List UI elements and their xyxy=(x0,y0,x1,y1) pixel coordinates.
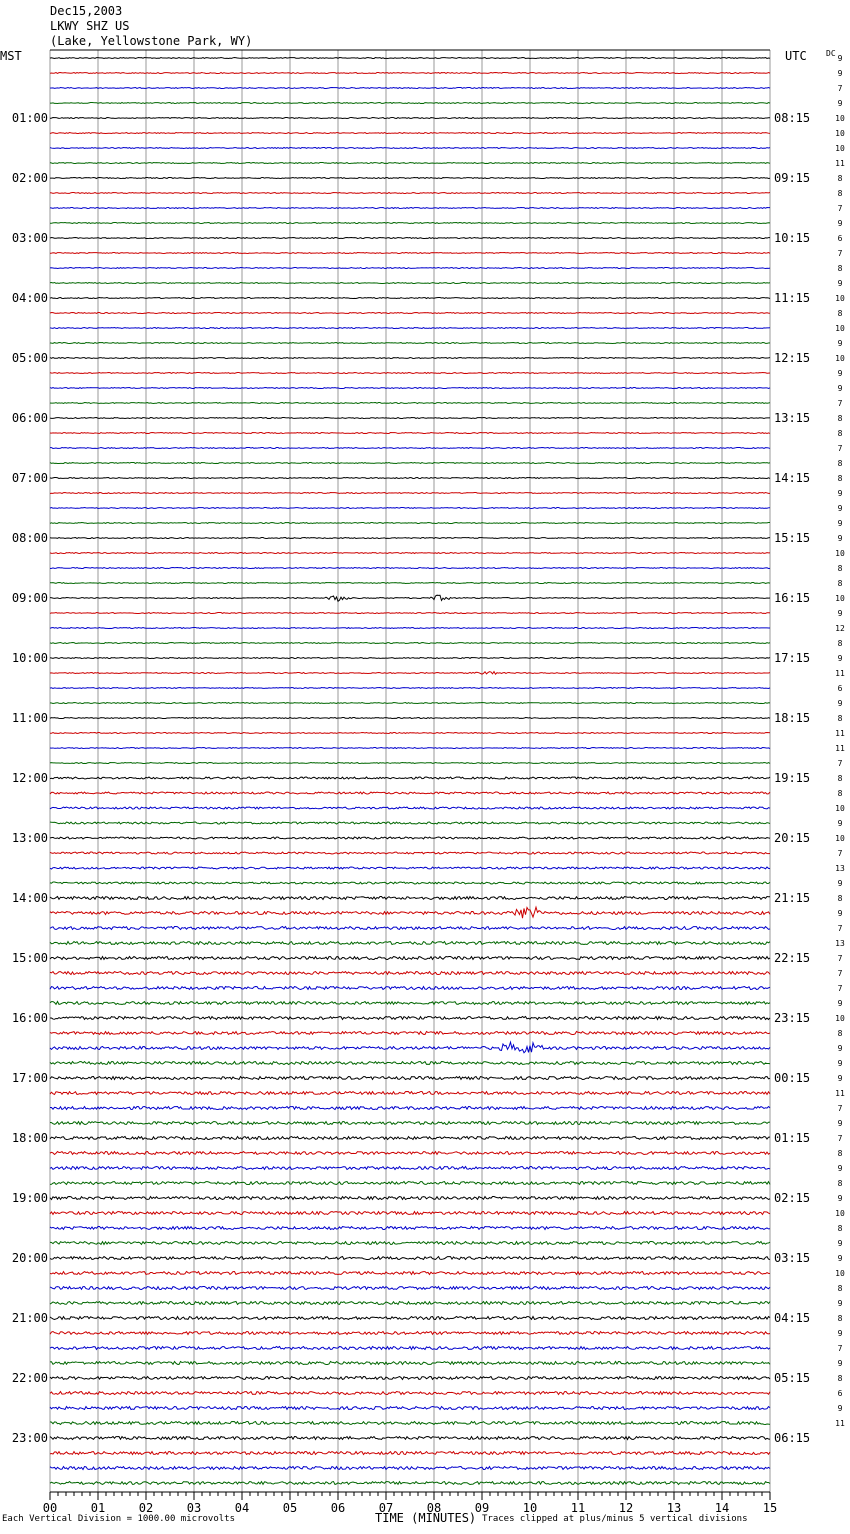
clip-note: Traces clipped at plus/minus 5 vertical divisions xyxy=(482,1514,748,1524)
seismic-trace xyxy=(50,163,770,164)
seismic-trace xyxy=(50,223,770,224)
dc-offset-value: 9 xyxy=(837,1404,843,1413)
dc-offset-value: 9 xyxy=(837,999,843,1008)
dc-offset-value: 7 xyxy=(837,399,843,408)
seismic-trace xyxy=(50,508,770,509)
seismic-trace xyxy=(50,253,770,254)
dc-offset-value: 7 xyxy=(837,1104,843,1113)
x-tick-label: 00 xyxy=(42,1501,58,1515)
seismic-trace xyxy=(50,1257,770,1260)
dc-offset-header: DC xyxy=(826,49,836,58)
dc-offset-value: 9 xyxy=(837,699,843,708)
seismic-trace xyxy=(50,688,770,689)
seismic-trace xyxy=(50,358,770,359)
dc-offset-value: 9 xyxy=(837,384,843,393)
seismic-trace xyxy=(50,298,770,299)
dc-offset-value: 9 xyxy=(837,1239,843,1248)
right-hour-label: 23:15 xyxy=(774,1011,811,1025)
right-hour-label: 04:15 xyxy=(774,1311,811,1325)
left-hour-label: 19:00 xyxy=(11,1191,48,1205)
right-hour-label: 09:15 xyxy=(774,171,811,185)
dc-offset-value: 9 xyxy=(837,1164,843,1173)
x-axis-title: TIME (MINUTES) xyxy=(375,1511,477,1525)
seismic-trace xyxy=(50,73,770,74)
dc-offset-group xyxy=(835,54,845,1428)
seismic-trace xyxy=(50,403,770,404)
seismic-trace xyxy=(50,1167,770,1170)
x-tick-label: 06 xyxy=(330,1501,346,1515)
seismic-trace xyxy=(50,1422,770,1425)
seismic-trace xyxy=(50,88,770,89)
right-hour-label: 16:15 xyxy=(774,591,811,605)
dc-offset-value: 9 xyxy=(837,1299,843,1308)
seismic-trace xyxy=(50,852,770,854)
seismic-trace xyxy=(50,538,770,539)
seismic-trace xyxy=(50,328,770,329)
seismic-trace xyxy=(50,1362,770,1365)
x-tick-label: 08 xyxy=(426,1501,442,1515)
right-hour-label: 12:15 xyxy=(774,351,811,365)
seismic-trace xyxy=(50,763,770,764)
dc-offset-value: 9 xyxy=(837,69,843,78)
dc-offset-value: 9 xyxy=(837,654,843,663)
left-hour-label: 16:00 xyxy=(11,1011,48,1025)
left-hour-label: 03:00 xyxy=(11,231,48,245)
seismic-trace xyxy=(50,703,770,704)
dc-offset-value: 13 xyxy=(835,939,845,948)
left-hour-label: 17:00 xyxy=(11,1071,48,1085)
dc-offset-value: 8 xyxy=(837,714,843,723)
x-tick-label: 10 xyxy=(522,1501,538,1515)
left-hour-label: 20:00 xyxy=(11,1251,48,1265)
right-hour-label: 05:15 xyxy=(774,1371,811,1385)
right-hour-label: 20:15 xyxy=(774,831,811,845)
seismic-trace xyxy=(50,58,770,59)
dc-offset-value: 8 xyxy=(837,894,843,903)
seismic-trace xyxy=(50,1062,770,1065)
dc-offset-value: 9 xyxy=(837,504,843,513)
dc-offset-value: 9 xyxy=(837,609,843,618)
seismic-trace xyxy=(50,733,770,734)
seismic-trace xyxy=(50,208,770,209)
seismic-trace xyxy=(50,448,770,449)
left-hour-label: 05:00 xyxy=(11,351,48,365)
dc-offset-value: 9 xyxy=(837,1059,843,1068)
x-tick-label: 09 xyxy=(474,1501,490,1515)
right-hour-label: 03:15 xyxy=(774,1251,811,1265)
seismic-trace xyxy=(50,1092,770,1095)
dc-offset-value: 7 xyxy=(837,954,843,963)
seismic-trace xyxy=(50,748,770,749)
dc-offset-value: 6 xyxy=(837,234,843,243)
seismic-trace xyxy=(50,1002,770,1005)
dc-offset-value: 9 xyxy=(837,99,843,108)
dc-offset-value: 8 xyxy=(837,264,843,273)
seismic-trace xyxy=(50,463,770,464)
seismic-trace xyxy=(50,193,770,194)
seismic-trace xyxy=(50,628,770,629)
dc-offset-value: 7 xyxy=(837,849,843,858)
seismic-trace xyxy=(50,672,770,675)
seismic-trace xyxy=(50,1392,770,1395)
seismic-trace xyxy=(50,478,770,479)
left-hour-label: 07:00 xyxy=(11,471,48,485)
dc-offset-value: 8 xyxy=(837,459,843,468)
seismic-trace xyxy=(50,568,770,569)
dc-offset-value: 11 xyxy=(835,744,845,753)
dc-offset-value: 11 xyxy=(835,1089,845,1098)
x-tick-label: 01 xyxy=(90,1501,106,1515)
dc-offset-value: 9 xyxy=(837,489,843,498)
x-tick-label: 05 xyxy=(282,1501,298,1515)
dc-offset-value: 10 xyxy=(835,594,845,603)
left-hour-label: 13:00 xyxy=(11,831,48,845)
dc-offset-value: 8 xyxy=(837,174,843,183)
trace-group xyxy=(50,58,770,1485)
dc-offset-value: 10 xyxy=(835,294,845,303)
seismic-trace xyxy=(50,1032,770,1035)
right-hour-label: 21:15 xyxy=(774,891,811,905)
dc-offset-value: 7 xyxy=(837,444,843,453)
seismic-trace xyxy=(50,837,770,839)
x-tick-label: 04 xyxy=(234,1501,250,1515)
seismic-trace xyxy=(50,1437,770,1440)
left-hour-label: 18:00 xyxy=(11,1131,48,1145)
scale-note: Each Vertical Division = 1000.00 microvolts xyxy=(2,1514,235,1524)
dc-offset-value: 8 xyxy=(837,579,843,588)
dc-offset-value: 11 xyxy=(835,729,845,738)
x-tick-label: 12 xyxy=(618,1501,634,1515)
dc-offset-value: 8 xyxy=(837,309,843,318)
left-hour-label: 08:00 xyxy=(11,531,48,545)
seismic-trace xyxy=(50,613,770,614)
dc-offset-value: 11 xyxy=(835,159,845,168)
seismic-trace xyxy=(50,493,770,494)
left-hour-label: 15:00 xyxy=(11,951,48,965)
seismic-trace xyxy=(50,583,770,584)
right-hour-label: 10:15 xyxy=(774,231,811,245)
dc-offset-value: 9 xyxy=(837,519,843,528)
seismic-trace xyxy=(50,1407,770,1410)
right-hour-label: 01:15 xyxy=(774,1131,811,1145)
seismic-trace xyxy=(50,418,770,419)
seismic-trace xyxy=(50,178,770,179)
seismic-trace xyxy=(50,867,770,869)
dc-offset-value: 7 xyxy=(837,204,843,213)
dc-offset-value: 11 xyxy=(835,1419,845,1428)
dc-offset-value: 10 xyxy=(835,549,845,558)
seismic-trace xyxy=(50,283,770,284)
dc-offset-value: 9 xyxy=(837,1074,843,1083)
dc-offset-value: 9 xyxy=(837,339,843,348)
seismic-trace xyxy=(50,718,770,719)
right-hour-label: 14:15 xyxy=(774,471,811,485)
dc-offset-value: 7 xyxy=(837,1134,843,1143)
seismic-trace xyxy=(50,1042,770,1053)
dc-offset-value: 13 xyxy=(835,864,845,873)
x-tick-label: 13 xyxy=(666,1501,682,1515)
dc-offset-value: 10 xyxy=(835,114,845,123)
dc-offset-value: 8 xyxy=(837,1314,843,1323)
station-location: (Lake, Yellowstone Park, WY) xyxy=(50,34,253,48)
right-hour-label: 22:15 xyxy=(774,951,811,965)
seismic-trace xyxy=(50,1482,770,1485)
x-tick-label: 07 xyxy=(378,1501,394,1515)
left-hour-label: 14:00 xyxy=(11,891,48,905)
seismic-trace xyxy=(50,1452,770,1455)
seismic-trace xyxy=(50,238,770,239)
left-hour-label: 04:00 xyxy=(11,291,48,305)
right-hour-label: 11:15 xyxy=(774,291,811,305)
dc-offset-value: 9 xyxy=(837,879,843,888)
dc-offset-value: 8 xyxy=(837,189,843,198)
seismic-trace xyxy=(50,595,770,601)
seismic-trace xyxy=(50,118,770,119)
dc-offset-value: 7 xyxy=(837,84,843,93)
station-code: LKWY SHZ US xyxy=(50,19,130,33)
left-timezone-label: MST xyxy=(0,49,22,63)
seismic-trace xyxy=(50,882,770,884)
dc-offset-value: 10 xyxy=(835,804,845,813)
dc-offset-value: 9 xyxy=(837,1329,843,1338)
dc-offset-value: 9 xyxy=(837,1044,843,1053)
seismic-trace xyxy=(50,523,770,524)
right-hour-label: 06:15 xyxy=(774,1431,811,1445)
right-hour-label: 13:15 xyxy=(774,411,811,425)
right-hour-label: 08:15 xyxy=(774,111,811,125)
dc-offset-value: 10 xyxy=(835,354,845,363)
dc-offset-value: 10 xyxy=(835,324,845,333)
dc-offset-value: 9 xyxy=(837,909,843,918)
seismic-trace xyxy=(50,1197,770,1200)
seismic-trace xyxy=(50,807,770,809)
seismic-trace xyxy=(50,1107,770,1110)
left-hour-label: 01:00 xyxy=(11,111,48,125)
left-hour-label: 09:00 xyxy=(11,591,48,605)
left-hour-label: 23:00 xyxy=(11,1431,48,1445)
dc-offset-value: 8 xyxy=(837,639,843,648)
dc-offset-value: 8 xyxy=(837,774,843,783)
seismic-trace xyxy=(50,777,770,779)
seismic-trace xyxy=(50,792,770,794)
seismic-trace xyxy=(50,373,770,374)
dc-offset-value: 8 xyxy=(837,1284,843,1293)
seismic-trace xyxy=(50,942,770,945)
dc-offset-value: 6 xyxy=(837,684,843,693)
dc-offset-value: 7 xyxy=(837,249,843,258)
dc-offset-value: 10 xyxy=(835,1014,845,1023)
left-hour-label: 11:00 xyxy=(11,711,48,725)
seismic-trace xyxy=(50,643,770,644)
left-hour-label: 02:00 xyxy=(11,171,48,185)
seismic-trace xyxy=(50,1077,770,1080)
seismic-trace xyxy=(50,148,770,149)
right-hour-label: 02:15 xyxy=(774,1191,811,1205)
dc-offset-value: 7 xyxy=(837,984,843,993)
dc-offset-value: 10 xyxy=(835,1269,845,1278)
dc-offset-value: 9 xyxy=(837,534,843,543)
seismic-trace xyxy=(50,1227,770,1230)
chart-grid xyxy=(50,50,770,1493)
dc-offset-value: 10 xyxy=(835,129,845,138)
dc-offset-value: 9 xyxy=(837,1194,843,1203)
right-hour-label: 15:15 xyxy=(774,531,811,545)
seismic-trace xyxy=(50,822,770,824)
seismic-trace xyxy=(50,1272,770,1275)
seismic-trace xyxy=(50,1182,770,1185)
dc-offset-value: 9 xyxy=(837,54,843,63)
dc-offset-value: 8 xyxy=(837,1029,843,1038)
right-timezone-label: UTC xyxy=(785,49,807,63)
dc-offset-value: 8 xyxy=(837,414,843,423)
dc-offset-value: 8 xyxy=(837,429,843,438)
x-tick-label: 14 xyxy=(714,1501,730,1515)
dc-offset-value: 10 xyxy=(835,834,845,843)
dc-offset-value: 12 xyxy=(835,624,845,633)
dc-offset-value: 10 xyxy=(835,144,845,153)
right-hour-label: 00:15 xyxy=(774,1071,811,1085)
seismic-trace xyxy=(50,1287,770,1290)
right-hour-label: 19:15 xyxy=(774,771,811,785)
dc-offset-value: 8 xyxy=(837,1149,843,1158)
left-hour-label: 22:00 xyxy=(11,1371,48,1385)
seismic-trace xyxy=(50,1017,770,1020)
seismic-trace xyxy=(50,987,770,990)
left-hour-label: 06:00 xyxy=(11,411,48,425)
seismic-trace xyxy=(50,1122,770,1125)
seismic-trace xyxy=(50,1137,770,1140)
dc-offset-value: 9 xyxy=(837,219,843,228)
dc-offset-value: 9 xyxy=(837,369,843,378)
x-tick-label: 03 xyxy=(186,1501,202,1515)
dc-offset-value: 6 xyxy=(837,1389,843,1398)
seismic-trace xyxy=(50,907,770,918)
seismic-trace xyxy=(50,957,770,960)
right-hour-label: 18:15 xyxy=(774,711,811,725)
seismic-trace xyxy=(50,1317,770,1320)
dc-offset-value: 8 xyxy=(837,1179,843,1188)
seismic-trace xyxy=(50,388,770,389)
chart-date: Dec15,2003 xyxy=(50,4,123,18)
seismic-trace xyxy=(50,658,770,659)
seismic-trace xyxy=(50,433,770,434)
seismic-trace xyxy=(50,133,770,134)
dc-offset-value: 8 xyxy=(837,1224,843,1233)
dc-offset-value: 9 xyxy=(837,1359,843,1368)
right-hour-label: 17:15 xyxy=(774,651,811,665)
left-hour-label: 21:00 xyxy=(11,1311,48,1325)
seismic-trace xyxy=(50,1212,770,1215)
dc-offset-value: 7 xyxy=(837,759,843,768)
seismic-trace xyxy=(50,1152,770,1155)
dc-offset-value: 8 xyxy=(837,1374,843,1383)
seismic-trace xyxy=(50,1377,770,1380)
dc-offset-value: 9 xyxy=(837,819,843,828)
dc-offset-value: 7 xyxy=(837,924,843,933)
seismic-trace xyxy=(50,313,770,314)
seismic-trace xyxy=(50,268,770,269)
x-tick-label: 15 xyxy=(762,1501,778,1515)
seismic-trace xyxy=(50,1332,770,1335)
seismic-trace xyxy=(50,1347,770,1350)
dc-offset-value: 8 xyxy=(837,564,843,573)
seismic-trace xyxy=(50,1302,770,1305)
dc-offset-value: 9 xyxy=(837,1119,843,1128)
seismic-trace xyxy=(50,927,770,930)
seismic-trace xyxy=(50,103,770,104)
dc-offset-value: 9 xyxy=(837,1254,843,1263)
dc-offset-value: 7 xyxy=(837,969,843,978)
seismic-trace xyxy=(50,1242,770,1245)
seismic-trace xyxy=(50,897,770,900)
dc-offset-value: 7 xyxy=(837,1344,843,1353)
x-tick-label: 11 xyxy=(570,1501,586,1515)
dc-offset-value: 11 xyxy=(835,669,845,678)
left-hour-label: 10:00 xyxy=(11,651,48,665)
seismic-trace xyxy=(50,553,770,554)
seismic-trace xyxy=(50,343,770,344)
seismic-trace xyxy=(50,972,770,975)
dc-offset-value: 8 xyxy=(837,474,843,483)
x-tick-label: 02 xyxy=(138,1501,154,1515)
dc-offset-value: 9 xyxy=(837,279,843,288)
seismic-trace xyxy=(50,1467,770,1470)
left-hour-label: 12:00 xyxy=(11,771,48,785)
dc-offset-value: 8 xyxy=(837,789,843,798)
dc-offset-value: 10 xyxy=(835,1209,845,1218)
